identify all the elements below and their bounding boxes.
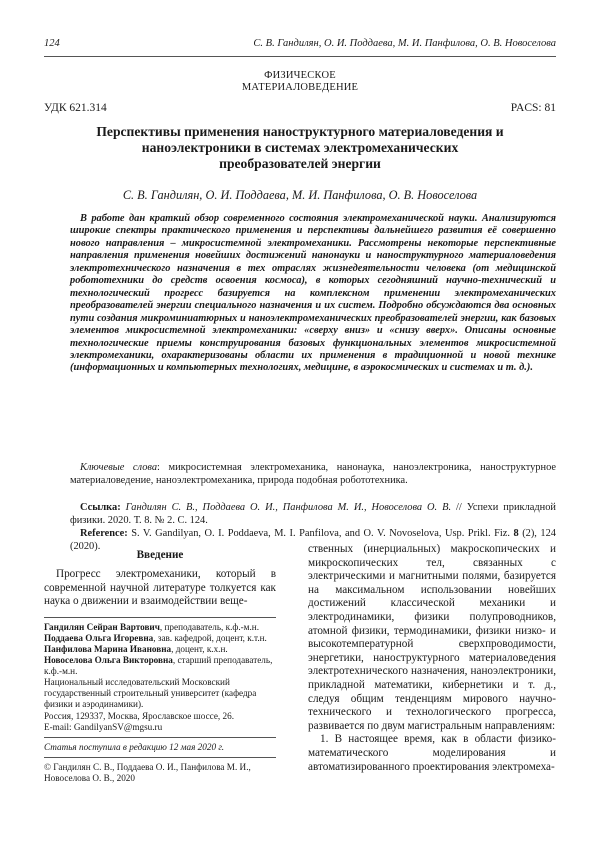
running-authors: С. В. Гандилян, О. И. Поддаева, М. И. Панфилова, О. В. Новоселова <box>253 38 556 49</box>
keywords-label: Ключевые слова <box>80 462 158 473</box>
pacs-code: PACS: 81 <box>510 102 556 114</box>
author-2-name: Поддаева Ольга Игоревна <box>44 632 154 643</box>
institution: Национальный исследовательский Московский государственный строительный университет (кафедра физики и аэродинамики). <box>44 677 257 710</box>
author-2-role: , зав. кафедрой, доцент, к.т.н. <box>153 632 267 643</box>
intro-paragraph-right-2: 1. В настоящее время, как в области физико-математического моделирования и автоматизированного проектирования электромеха- <box>308 733 556 773</box>
email: E-mail: GandilyanSV@mgsu.ru <box>44 721 163 732</box>
received-date: Статья поступила в редакцию 12 мая 2020 г. <box>44 741 225 752</box>
address: Россия, 129337, Москва, Ярославское шоссе, 26. <box>44 710 234 721</box>
udk-code: УДК 621.314 <box>44 102 107 114</box>
keywords <box>70 462 556 487</box>
section-label <box>0 70 600 94</box>
left-column <box>44 543 276 784</box>
reference-volume: 8 <box>513 528 519 539</box>
intro-paragraph-right-1: ственных (инерциальных) макроскопических и микроскопических тел, связанных с электрическими и магнитными полями, базируется на максимальном использовании новейших достижений классической механики и электродинамики, физики полупроводников, атомной физики, термодинамики, физики низко- и высокотемпературной сверхпроводимости, энергетики, наноструктурного материаловедения электротехнического назначения, наноэлектроники, прикладной математики, кибернетики и т. д., следуя общим тенденциям мирового научно-технического и технологического прогресса, развивается по двум магистральным направлениям: <box>308 543 556 732</box>
citation-authors: Гандилян С. В., Поддаева О. И., Панфилова М. И., Новоселова О. В. <box>125 502 452 513</box>
reference-text: S. V. Gandilyan, O. I. Poddaeva, M. I. Panfilova, and O. V. Novoselova, Usp. Prikl. Fiz. <box>127 528 514 539</box>
section-label-line1: ФИЗИЧЕСКОЕ <box>264 70 336 81</box>
copyright-rule <box>44 757 276 758</box>
citation-rest: // Успехи прикладной физики. 2020. Т. 8. № 2. С. 124. <box>70 502 556 526</box>
intro-heading: Введение <box>136 549 184 561</box>
received-rule <box>44 737 276 738</box>
article-title: Перспективы применения наноструктурного материаловедения и наноэлектроники в системах электромеханических преобразователей энергии <box>96 124 504 171</box>
author-1-role: , преподаватель, к.ф.-м.н. <box>159 621 259 632</box>
author-3-role: , доцент, к.х.н. <box>171 643 228 654</box>
intro-paragraph-left: Прогресс электромеханики, который в современной научной литературе толкуется как наука о движении и взаимодействии веще- <box>44 568 276 608</box>
author-1-name: Гандилян Сейран Вартович <box>44 621 160 632</box>
keywords-text: : микросистемная электромеханика, нанонаука, наноэлектроника, наноструктурное материаловедение, наноэлектромеханика, природа подобная робототехника. <box>70 462 556 486</box>
header-rule <box>44 56 556 57</box>
author-4-name: Новоселова Ольга Викторовна <box>44 655 173 666</box>
page-number: 124 <box>44 38 60 49</box>
author-affil-2 <box>44 633 276 644</box>
abstract: В работе дан краткий обзор современного состояния электромеханической науки. Анализируются широкие спектры практического применения и перспективы дальнейшего развития её совершенно нового направления – микросистемной электромеханики. Рассмотрены некоторые перспективные направления применения новейших достижений нанонауки и наноструктурного материаловедения электротехнического назначения в тех отраслях жизнедеятельности человека (от медицинской робототехники до средств освоения космоса), в которых сегодняшний научно-технический и технологический прогресс базируется на комплексном применении электромеханических преобразователей энергии специального назначения и их систем. Подробно обсуждаются два основных пути создания микроминиатюрных и наноэлектромеханических преобразователей энергии, как базовых элементов микросистемной электромеханики: «сверху вниз» и «снизу вверх». Описаны основные технологические приемы конструирования базовых функциональных элементов микросистемной электромеханики, охарактеризованы области их применения в традиционной и новой технике (информационных и компьютерных технологиях, медицине, в аэрокосмических и системах и т. д.). <box>70 213 556 374</box>
citation <box>70 502 556 527</box>
section-label-line2: МАТЕРИАЛОВЕДЕНИЕ <box>241 82 359 93</box>
author-4-role: , старший преподаватель, к.ф.-м.н. <box>44 655 273 677</box>
reference-label: Reference: <box>80 528 128 539</box>
copyright: © Гандилян С. В., Поддаева О. И., Панфилова М. И., Новоселова О. В., 2020 <box>44 761 251 783</box>
footnote-rule <box>44 617 276 618</box>
running-head <box>44 38 556 49</box>
article-authors: С. В. Гандилян, О. И. Поддаева, М. И. Панфилова, О. В. Новоселова <box>122 188 478 202</box>
affiliation-block <box>44 622 276 733</box>
reference-tail: (2), 124 (2020). <box>70 528 556 552</box>
citation-label: Ссылка: <box>80 502 121 513</box>
author-affil-4 <box>44 655 276 677</box>
right-column <box>308 543 556 774</box>
author-affil-3 <box>44 644 276 655</box>
author-3-name: Панфилова Марина Ивановна <box>44 643 172 654</box>
author-affil-1 <box>44 622 276 633</box>
